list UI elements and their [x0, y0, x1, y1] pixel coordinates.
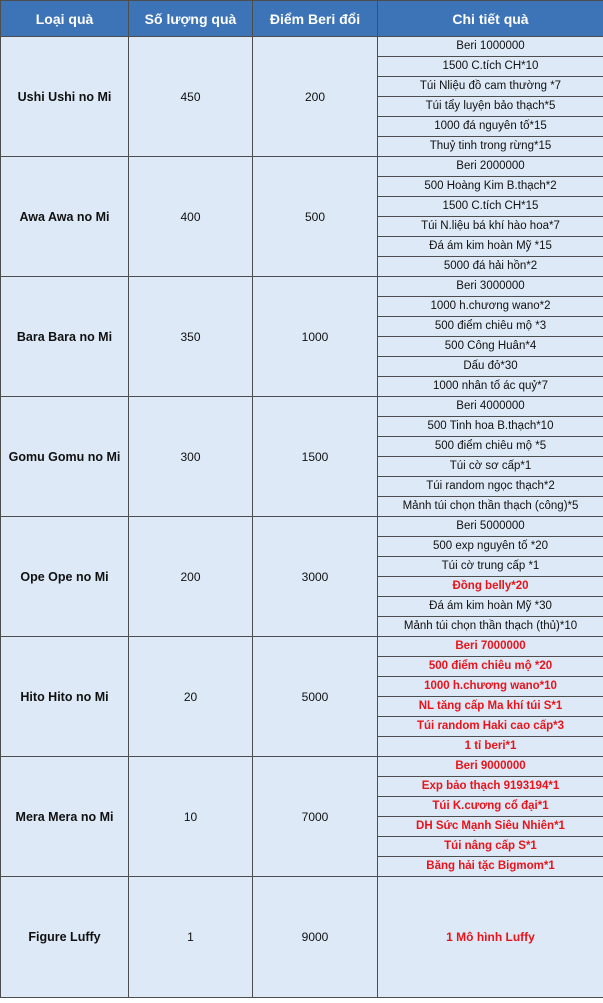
gift-detail-item: Túi K.cương cổ đại*1: [378, 797, 603, 817]
gift-detail-item: 500 điểm chiêu mộ *5: [378, 437, 603, 457]
gift-detail-item: Túi cờ trung cấp *1: [378, 557, 603, 577]
gift-detail-item: DH Sức Mạnh Siêu Nhiên*1: [378, 817, 603, 837]
quantity-cell: 450: [129, 37, 253, 157]
gift-detail-item: Túi random Haki cao cấp*3: [378, 717, 603, 737]
gift-detail-item: 1000 đá nguyên tố*15: [378, 117, 603, 137]
gift-type-cell: Hito Hito no Mi: [1, 637, 129, 757]
gift-type-cell: Ope Ope no Mi: [1, 517, 129, 637]
points-cell: 3000: [253, 517, 378, 637]
header-row: [1, 1, 603, 37]
gift-detail-item: 500 điểm chiêu mộ *20: [378, 657, 603, 677]
header-quantity: Số lượng quà: [129, 1, 253, 37]
header-gift-type: Loại quà: [1, 1, 129, 37]
gift-detail-item: Túi Nliệu đồ cam thường *7: [378, 77, 603, 97]
points-cell: 9000: [253, 877, 378, 998]
table-row: [1, 877, 603, 998]
gift-detail-item: 500 Tinh hoa B.thạch*10: [378, 417, 603, 437]
gift-detail-item: NL tăng cấp Ma khí túi S*1: [378, 697, 603, 717]
gift-detail-item: Exp bảo thạch 9193194*1: [378, 777, 603, 797]
gift-detail-item: Beri 3000000: [378, 277, 603, 297]
gift-detail-item: Mảnh túi chọn thần thạch (thủ)*10: [378, 617, 603, 637]
gift-detail-item: 1 tỉ beri*1: [378, 737, 603, 757]
points-cell: 1500: [253, 397, 378, 517]
quantity-cell: 350: [129, 277, 253, 397]
gift-detail-item: Beri 7000000: [378, 637, 603, 657]
gift-detail-item: 500 Hoàng Kim B.thạch*2: [378, 177, 603, 197]
points-cell: 1000: [253, 277, 378, 397]
gift-type-cell: Figure Luffy: [1, 877, 129, 998]
quantity-cell: 20: [129, 637, 253, 757]
gift-detail-item: Beri 4000000: [378, 397, 603, 417]
table-row: [1, 157, 603, 177]
gift-detail-item: Túi random ngọc thạch*2: [378, 477, 603, 497]
header-details: Chi tiết quà: [378, 1, 603, 37]
table-row: [1, 277, 603, 297]
table-row: [1, 637, 603, 657]
gift-detail-item: 500 điểm chiêu mộ *3: [378, 317, 603, 337]
gift-detail-item: Đá ám kim hoàn Mỹ *15: [378, 237, 603, 257]
gift-detail-item: 1000 nhân tố ác quỷ*7: [378, 377, 603, 397]
gift-detail-item: 1000 h.chương wano*2: [378, 297, 603, 317]
table-row: [1, 757, 603, 777]
quantity-cell: 300: [129, 397, 253, 517]
gift-detail-item: 1500 C.tích CH*15: [378, 197, 603, 217]
gift-detail-item: Beri 5000000: [378, 517, 603, 537]
gift-type-cell: Ushi Ushi no Mi: [1, 37, 129, 157]
gift-detail-item: Đá ám kim hoàn Mỹ *30: [378, 597, 603, 617]
gift-type-cell: Bara Bara no Mi: [1, 277, 129, 397]
gift-detail-item: 1500 C.tích CH*10: [378, 57, 603, 77]
gift-detail-item: Túi nâng cấp S*1: [378, 837, 603, 857]
gift-detail-item: 1 Mô hình Luffy: [378, 877, 603, 998]
gift-detail-item: 500 exp nguyên tố *20: [378, 537, 603, 557]
header-points: Điểm Beri đổi: [253, 1, 378, 37]
gift-detail-item: Đồng belly*20: [378, 577, 603, 597]
gift-detail-item: 1000 h.chương wano*10: [378, 677, 603, 697]
gift-detail-item: Beri 1000000: [378, 37, 603, 57]
table-row: [1, 37, 603, 57]
gift-detail-item: 500 Công Huân*4: [378, 337, 603, 357]
gift-detail-item: Túi cờ sơ cấp*1: [378, 457, 603, 477]
gift-type-cell: Mera Mera no Mi: [1, 757, 129, 877]
gift-detail-item: Mảnh túi chọn thần thạch (công)*5: [378, 497, 603, 517]
points-cell: 7000: [253, 757, 378, 877]
table-row: [1, 397, 603, 417]
gift-detail-item: Túi N.liệu bá khí hào hoa*7: [378, 217, 603, 237]
quantity-cell: 10: [129, 757, 253, 877]
gift-type-cell: Gomu Gomu no Mi: [1, 397, 129, 517]
gift-detail-item: Băng hải tặc Bigmom*1: [378, 857, 603, 877]
points-cell: 500: [253, 157, 378, 277]
gift-detail-item: Dấu đỏ*30: [378, 357, 603, 377]
gift-detail-item: Túi tẩy luyện bảo thạch*5: [378, 97, 603, 117]
gift-type-cell: Awa Awa no Mi: [1, 157, 129, 277]
gift-detail-item: Thuỷ tinh trong rừng*15: [378, 137, 603, 157]
points-cell: 200: [253, 37, 378, 157]
table-row: [1, 517, 603, 537]
table-body: [1, 37, 603, 998]
gift-detail-item: 5000 đá hải hồn*2: [378, 257, 603, 277]
quantity-cell: 200: [129, 517, 253, 637]
quantity-cell: 1: [129, 877, 253, 998]
gift-detail-item: Beri 2000000: [378, 157, 603, 177]
gift-detail-item: Beri 9000000: [378, 757, 603, 777]
points-cell: 5000: [253, 637, 378, 757]
quantity-cell: 400: [129, 157, 253, 277]
